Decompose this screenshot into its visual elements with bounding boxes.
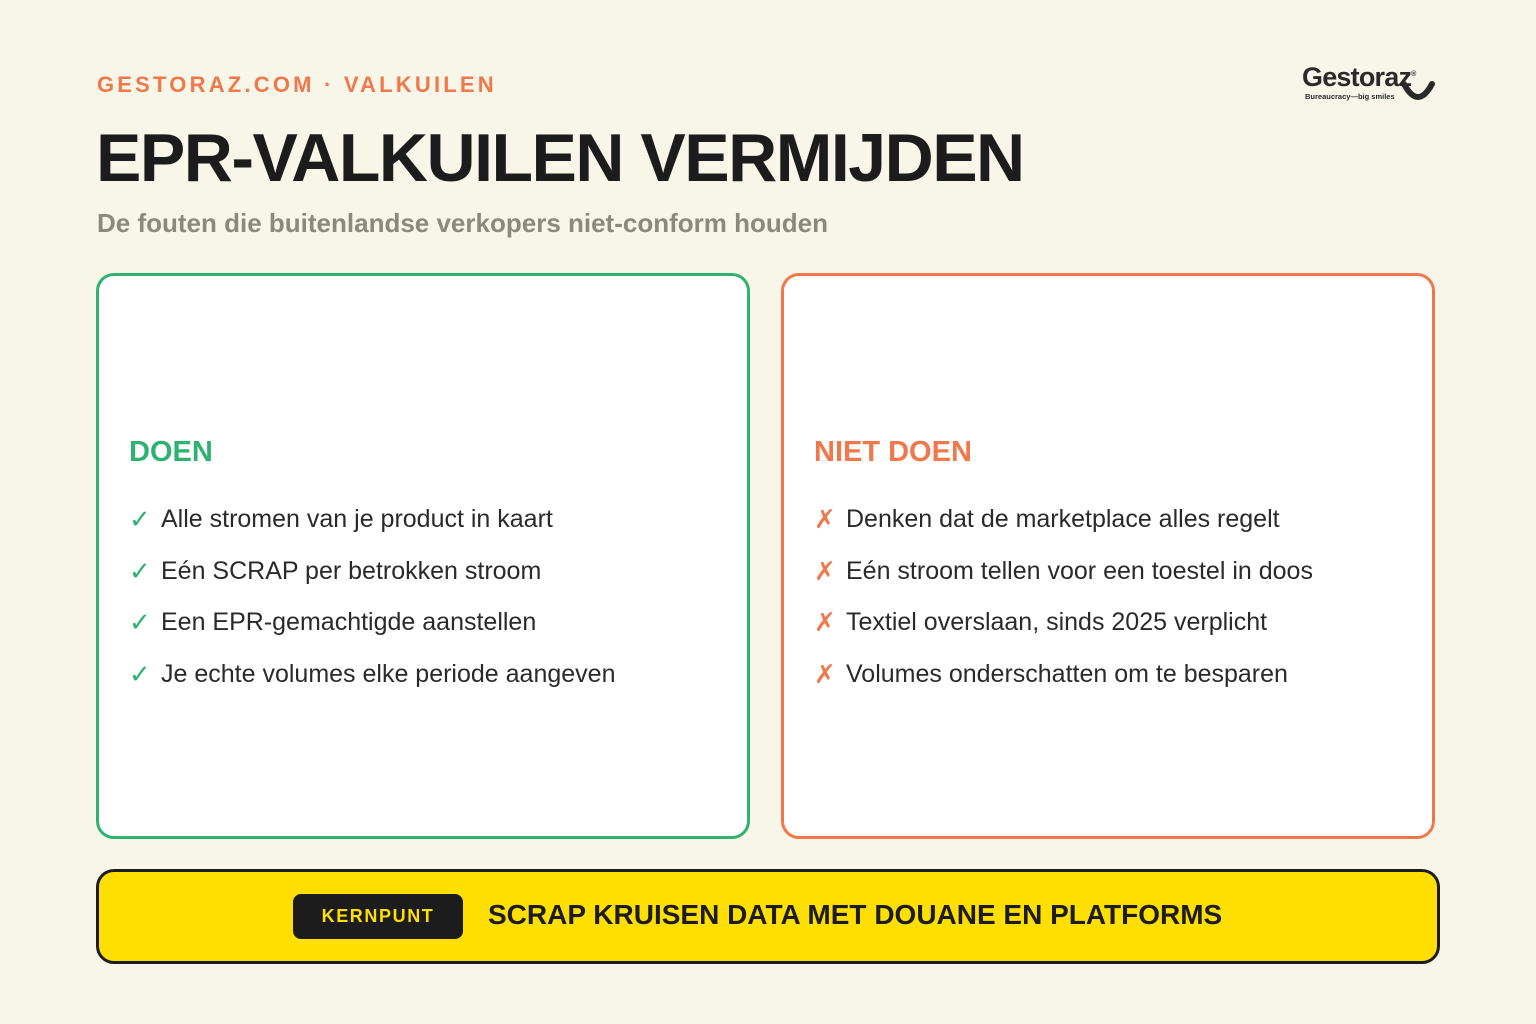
smile-icon — [1400, 80, 1436, 106]
page-subtitle: De fouten die buitenlandse verkopers niet-conform houden — [97, 208, 828, 238]
do-list — [129, 494, 615, 700]
key-point-banner — [96, 869, 1440, 964]
dont-item-text: Textiel overslaan, sinds 2025 verplicht — [846, 608, 1268, 637]
cross-icon: ✗ — [814, 607, 836, 638]
do-card — [96, 273, 750, 839]
check-icon: ✓ — [129, 504, 151, 535]
eyebrow-label: GESTORAZ.COM · VALKUILEN — [97, 72, 497, 97]
check-icon: ✓ — [129, 658, 151, 689]
do-item-text: Je echte volumes elke periode aangeven — [161, 659, 616, 688]
dont-item — [814, 546, 1313, 598]
logo-wordmark — [1302, 62, 1416, 93]
do-item-text: Alle stromen van je product in kaart — [161, 505, 553, 534]
page-title: EPR-VALKUILEN VERMIJDEN — [96, 120, 1024, 196]
dont-item — [814, 597, 1313, 649]
check-icon: ✓ — [129, 555, 151, 586]
dont-item-text: Eén stroom tellen voor een toestel in doos — [846, 556, 1313, 585]
dont-item-text: Denken dat de marketplace alles regelt — [846, 505, 1280, 534]
brand-logo — [1300, 62, 1442, 108]
do-heading: DOEN — [129, 436, 213, 468]
dont-item — [814, 494, 1313, 546]
dont-list — [814, 494, 1313, 700]
cross-icon: ✗ — [814, 555, 836, 586]
key-point-badge: KERNPUNT — [293, 894, 463, 939]
do-item — [129, 494, 615, 546]
dont-card — [781, 273, 1435, 839]
cross-icon: ✗ — [814, 658, 836, 689]
do-item — [129, 649, 615, 701]
dont-item — [814, 649, 1313, 701]
dont-item-text: Volumes onderschatten om te besparen — [846, 659, 1288, 688]
do-item-text: Een EPR-gemachtigde aanstellen — [161, 608, 537, 637]
cross-icon: ✗ — [814, 504, 836, 535]
do-item — [129, 546, 615, 598]
do-item-text: Eén SCRAP per betrokken stroom — [161, 556, 542, 585]
do-item — [129, 597, 615, 649]
logo-registered-mark: ® — [1411, 71, 1416, 78]
logo-name: Gestoraz — [1302, 62, 1412, 92]
key-point-text: SCRAP KRUISEN DATA MET DOUANE EN PLATFORMS — [488, 899, 1223, 930]
logo-tagline: Bureaucracy—big smiles — [1305, 92, 1395, 101]
check-icon: ✓ — [129, 607, 151, 638]
dont-heading: NIET DOEN — [814, 436, 972, 468]
